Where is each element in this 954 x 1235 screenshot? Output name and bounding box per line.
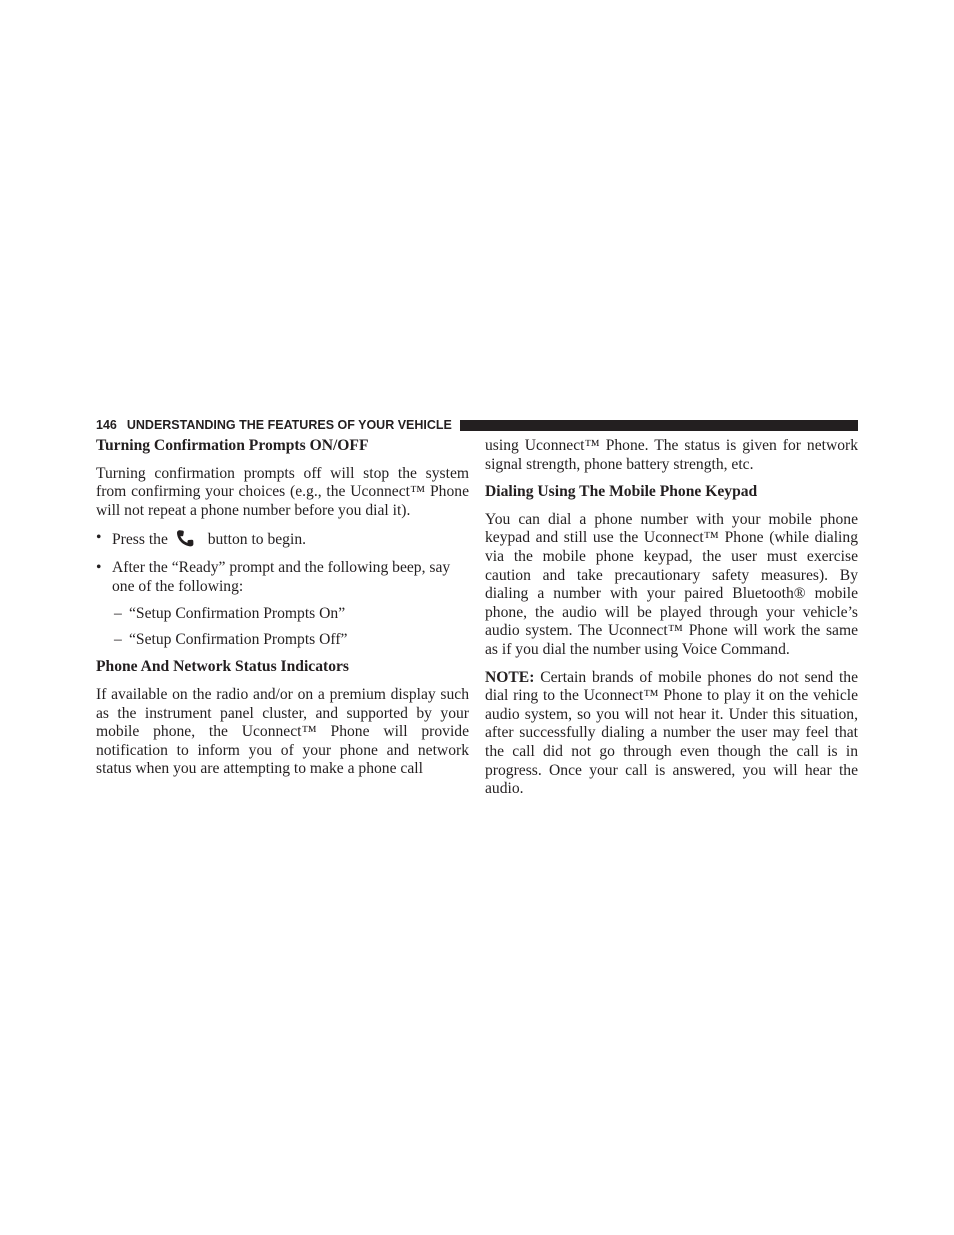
page-number: 146	[96, 418, 117, 432]
phone-handset-icon	[174, 529, 202, 547]
bullet-text-before: Press the	[112, 531, 168, 549]
bullet-text-after: button to begin.	[207, 531, 307, 549]
heading-dialing-keypad: Dialing Using The Mobile Phone Keypad	[485, 483, 758, 501]
bullet-mark: •	[96, 529, 102, 547]
bullet-ready-prompt-text: After the “Ready” prompt and the following beep, say one of the following:	[112, 558, 451, 595]
sub-item-prompts-on-text: “Setup Confirmation Prompts On”	[129, 605, 346, 623]
bullet-press-button	[96, 529, 469, 550]
bullet-ready-prompt	[96, 559, 469, 596]
paragraph-status-indicators: If available on the radio and/or on a premium display such as the instrument panel cluster, and supported by your mobile phone, the Uconnect™ Phone will provide notification to inform you of your phone and network status when you are attempting to make a phone call	[96, 685, 469, 778]
paragraph-dialing-keypad: You can dial a phone number with your mobile phone keypad and still use the Uconnect™ Phone (while dialing via the mobile phone keypad, the user must exercise caution and take precautionary safety measures). By dialing a number with your paired Bluetooth® mobile phone, the audio will be played through your vehicle’s audio system. The Uconnect™ Phone will work the same as if you dial the number using Voice Command.	[485, 510, 858, 658]
page-header	[96, 416, 858, 434]
sub-item-prompts-off-text: “Setup Confirmation Prompts Off”	[129, 630, 348, 648]
left-column	[96, 437, 469, 788]
heading-status-indicators: Phone And Network Status Indicators	[96, 658, 349, 676]
dash-mark: –	[114, 605, 122, 623]
section-title: UNDERSTANDING THE FEATURES OF YOUR VEHICLE	[126, 418, 452, 432]
right-column	[485, 437, 858, 808]
paragraph-confirmation-prompts: Turning confirmation prompts off will stop the system from confirming your choices (e.g., the Uconnect™ Phone will not repeat a phone number before you dial it).	[96, 464, 469, 519]
dash-mark: –	[114, 630, 122, 648]
sub-item-prompts-on	[114, 605, 469, 624]
bullet-mark: •	[96, 558, 102, 576]
note-label: NOTE:	[485, 668, 535, 686]
paragraph-status-continued: using Uconnect™ Phone. The status is given for network signal strength, phone battery strength, etc.	[485, 437, 858, 473]
note-paragraph	[485, 669, 858, 799]
heading-confirmation-prompts: Turning Confirmation Prompts ON/OFF	[96, 437, 369, 454]
note-text: Certain brands of mobile phones do not send the dial ring to the Uconnect™ Phone to play it on the vehicle audio system, so you will not hear it. Under this situation, after successfully dialing a number the user may feel that the call did not go through even though the call is in progress. Once your call is answered, you will hear the audio.	[485, 668, 858, 798]
header-rule	[460, 420, 858, 431]
sub-item-prompts-off	[114, 631, 469, 650]
